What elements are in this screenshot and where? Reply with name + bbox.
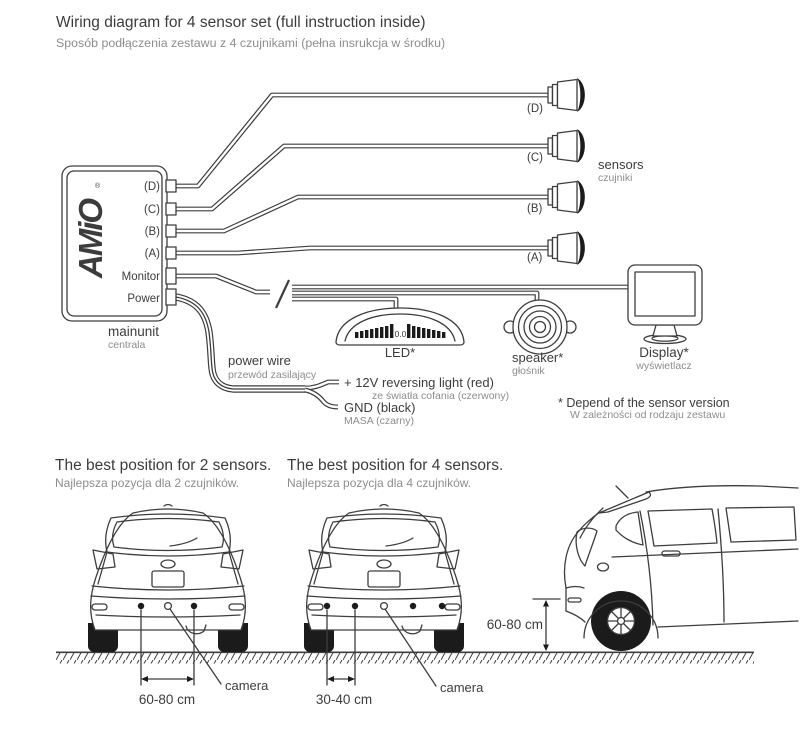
port-label-a: (A) — [144, 248, 160, 260]
camera-label-2: camera — [440, 680, 484, 695]
power-gnd-label: GND (black) — [344, 400, 416, 415]
side-height-label: 60-80 cm — [486, 617, 543, 632]
car-rear-4-sensors — [304, 505, 464, 653]
amio-logo: AMiO — [72, 199, 109, 279]
sensor-tag-d: (D) — [527, 103, 543, 115]
power-wire-label-pl: przewód zasilający — [228, 369, 317, 381]
sensors-label-pl: czujniki — [598, 172, 633, 184]
main-unit-label-pl: centrala — [108, 339, 146, 351]
fuel-door — [598, 563, 609, 571]
display-label-pl: wyświetlacz — [636, 360, 692, 372]
page-subtitle: Sposób podłączenia zestawu z 4 czujnikami (pełna insrukcja w środku) — [56, 36, 446, 50]
taillight — [576, 528, 597, 566]
antenna — [616, 486, 628, 498]
port-stub-a — [166, 247, 176, 259]
car-rear-2-sensors — [88, 505, 248, 653]
ground — [56, 652, 754, 663]
sensor-c — [548, 129, 585, 163]
led-display — [336, 308, 464, 360]
display-label: Display* — [639, 345, 689, 360]
sensor-a — [548, 231, 585, 265]
led-value: 0.0 — [394, 329, 407, 339]
camera-dot-2 — [381, 603, 388, 610]
speaker-label-pl: głośnik — [512, 365, 545, 377]
speaker-label: speaker* — [512, 350, 564, 365]
best-position-4-subtitle: Najlepsza pozycja dla 4 czujników. — [287, 476, 472, 490]
speaker — [504, 300, 576, 377]
sensor-version-note-pl: W zależności od rodzaju zestawu — [570, 409, 726, 421]
wire-break-slash — [276, 280, 289, 308]
power-gnd-label-pl: MASA (czarny) — [344, 415, 415, 427]
distance-4-sensors: 30-40 cm — [315, 692, 373, 707]
wire-sensor-b — [176, 197, 548, 231]
best-position-4-title: The best position for 4 sensors. — [287, 457, 504, 474]
port-stub-b — [166, 225, 176, 237]
camera-label-1: camera — [225, 678, 269, 693]
page-title: Wiring diagram for 4 sensor set (full instruction inside) — [56, 14, 426, 31]
port-stub-power — [166, 289, 176, 305]
wire-monitor — [176, 276, 628, 311]
port-label-c: (C) — [144, 204, 160, 216]
port-stub-d — [166, 180, 176, 192]
door-window-2 — [726, 507, 796, 542]
sensor-tag-b: (B) — [527, 203, 543, 215]
wire-sensor-a — [176, 248, 548, 253]
sensor-b — [548, 180, 585, 214]
quarter-window — [616, 512, 643, 545]
best-position-2-title: The best position for 2 sensors. — [55, 457, 272, 474]
port-stub-monitor — [166, 268, 176, 284]
main-unit — [62, 166, 176, 351]
power-wire-label: power wire — [228, 353, 291, 368]
distance-2-sensors: 60-80 cm — [138, 692, 196, 707]
main-unit-label: mainunit — [108, 324, 160, 339]
wire-power — [176, 297, 339, 407]
amio-logo-reg: ® — [95, 183, 101, 190]
port-label-monitor: Monitor — [121, 271, 160, 283]
port-label-d: (D) — [144, 181, 160, 193]
wire-sensor-d — [176, 95, 548, 186]
best-position-2-subtitle: Najlepsza pozycja dla 2 czujników. — [55, 476, 240, 490]
port-label-b: (B) — [144, 226, 160, 238]
sensor-d — [548, 78, 585, 112]
power-plus-label-pl: ze światła cofania (czerwony) — [372, 390, 510, 402]
sensor-tag-c: (C) — [527, 152, 543, 164]
sensors-label: sensors — [598, 157, 644, 172]
sensor-version-note: * Depend of the sensor version — [558, 396, 730, 410]
power-plus-label: + 12V reversing light (red) — [344, 375, 494, 390]
door-window-1 — [648, 509, 717, 546]
display-monitor — [628, 265, 702, 372]
camera-dot-1 — [165, 603, 172, 610]
port-stub-c — [166, 203, 176, 215]
wire-sensor-c — [176, 146, 548, 209]
sensor-tag-a: (A) — [527, 252, 543, 264]
port-label-power: Power — [127, 293, 160, 305]
led-label: LED* — [384, 345, 416, 360]
car-side-view — [565, 486, 799, 651]
